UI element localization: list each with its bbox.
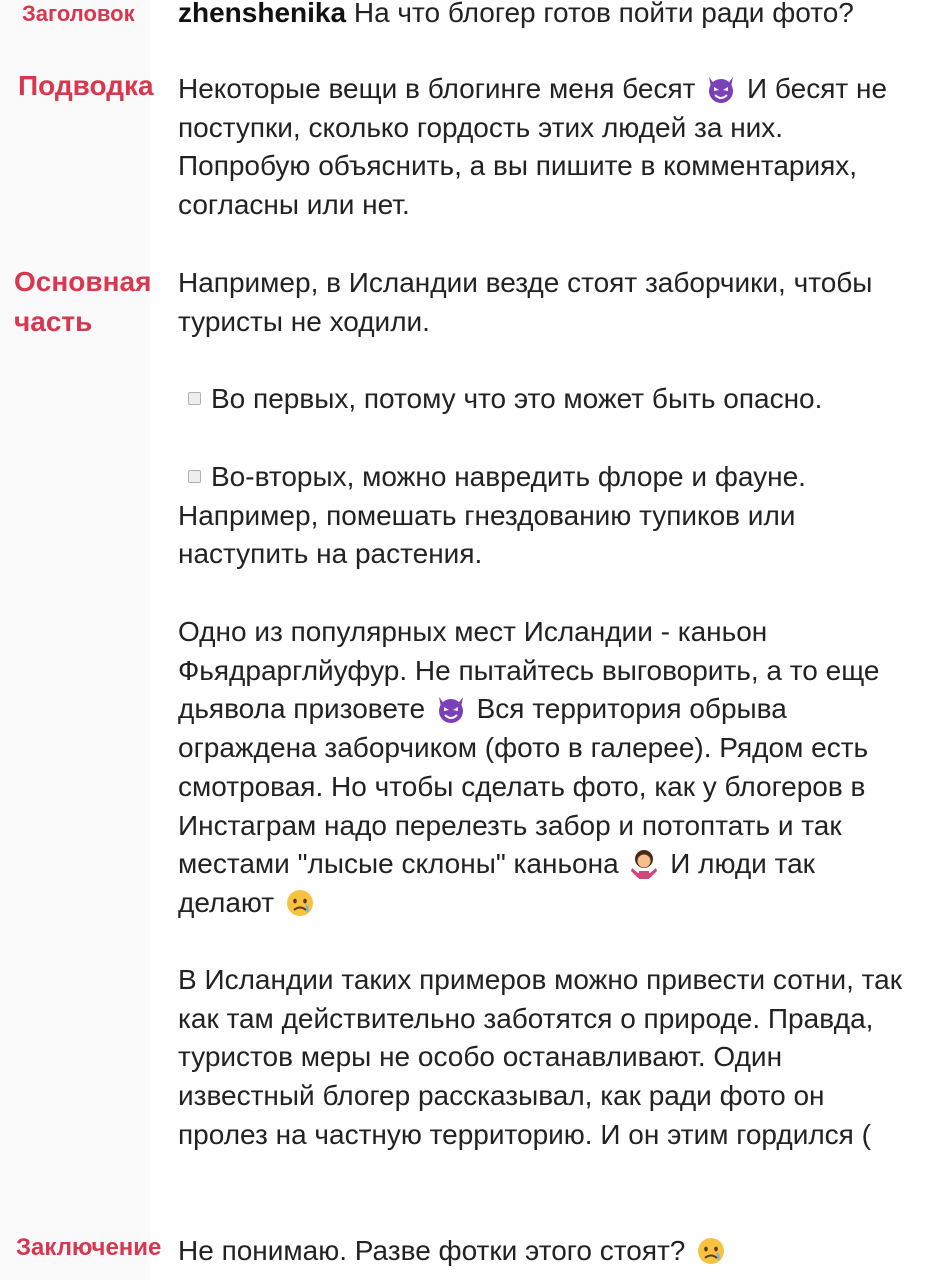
conclusion-paragraph [178, 1232, 938, 1271]
label-column [0, 0, 150, 1280]
label-main-line2: часть [14, 306, 93, 337]
main-paragraph-2 [178, 613, 918, 923]
label-conclusion: Заключение [16, 1234, 162, 1261]
sad-face-emoji-icon [284, 888, 316, 918]
bullet-box-icon [188, 392, 201, 405]
label-lead: Подводка [18, 70, 154, 101]
post-title [178, 0, 938, 33]
para2-part1: Одно из популярных мест Исландии - каньон Фьядрарглйуфур. Не пытайтесь выговорить, а то еще дьявола призовете [178, 616, 880, 725]
bullet-item-1 [178, 380, 938, 419]
bullet-1-text: Во первых, потому что это может быть опасно. [211, 383, 823, 414]
para2-part3: И люди так делают [178, 848, 815, 918]
devil-emoji-icon [435, 694, 467, 724]
devil-emoji-icon [705, 74, 737, 104]
shrug-woman-emoji-icon [628, 849, 660, 879]
lead-paragraph [178, 70, 918, 225]
title-text: На что блогер готов пойти ради фото? [353, 0, 854, 28]
bullet-box-icon [188, 470, 201, 483]
label-main-line1: Основная [14, 266, 152, 297]
sad-face-emoji-icon [695, 1236, 727, 1266]
conclusion-text: Не понимаю. Разве фотки этого стоят? [178, 1235, 686, 1266]
label-title: Заголовок [22, 1, 135, 26]
main-intro: Например, в Исландии везде стоят заборчики, чтобы туристы не ходили. [178, 267, 873, 337]
bullet-item-2 [178, 458, 878, 574]
username[interactable]: zhenshenika [178, 0, 347, 28]
main-paragraph-3: В Исландии таких примеров можно привести сотни, так как там действительно заботятся о природе. Правда, туристов меры не особо останавливают. Один известный блогер рассказывал, как ради фото он пролез на частную территорию. И он этим гордился ( [178, 964, 902, 1150]
label-main [14, 262, 151, 342]
lead-part1: Некоторые вещи в блогинге меня бесят [178, 73, 696, 104]
bullet-2-text: Во-вторых, можно навредить флоре и фауне. Например, помешать гнездованию тупиков или наступить на растения. [178, 461, 806, 570]
para2-part2: Вся территория обрыва ограждена заборчиком (фото в галерее). Рядом есть смотровая. Но чтобы сделать фото, как у блогеров в Инстаграм надо перелезть забор и потоптать и так местами "лысые склоны" каньона [178, 693, 869, 880]
lead-part2: И бесят не поступки, сколько гордость этих людей за них. Попробую объяснить, а вы пишите в комментариях, согласны или нет. [178, 73, 888, 221]
